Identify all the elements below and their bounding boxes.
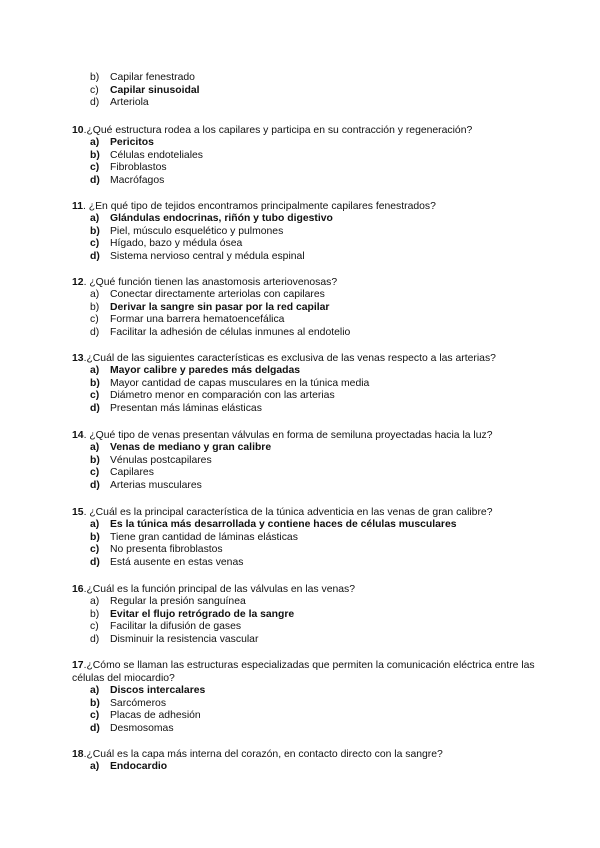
question-13 xyxy=(72,352,542,415)
option-letter: d) xyxy=(90,97,100,109)
option-text: Capilar sinusoidal xyxy=(110,84,200,96)
option-d: d) Desmosomas xyxy=(90,722,174,734)
option-text: Arteriola xyxy=(110,97,149,109)
question-15 xyxy=(72,506,542,569)
question-11 xyxy=(72,200,542,263)
question-text: 10.¿Qué estructura rodea a los capilares y participa en su contracción y regeneración? xyxy=(72,125,473,136)
option-b: b) Vénulas postcapilares xyxy=(90,454,212,466)
option-c: c) Facilitar la difusión de gases xyxy=(90,621,242,633)
option-b: b) Tiene gran cantidad de láminas elásticas xyxy=(90,531,298,543)
option-b: b) Sarcómeros xyxy=(90,697,167,709)
option-a: a) Glándulas endocrinas, riñón y tubo digestivo xyxy=(90,213,333,224)
question-text: 11. ¿En qué tipo de tejidos encontramos principalmente capilares fenestrados? xyxy=(72,201,436,212)
question-text: 17.¿Cómo se llaman las estructuras especializadas que permiten la comunicación eléctrica entre las células del miocardio? xyxy=(72,660,535,684)
question-text: 18.¿Cuál es la capa más interna del corazón, en contacto directo con la sangre? xyxy=(72,749,443,760)
option-letter: c) xyxy=(90,84,99,96)
option-a: a) Endocardio xyxy=(90,761,168,772)
option-d: d) Facilitar la adhesión de células inmunes al endotelio xyxy=(90,326,351,338)
option-b: b) Derivar la sangre sin pasar por la red capilar xyxy=(90,301,330,313)
option-c: c) Diámetro menor en comparación con las arterias xyxy=(90,390,335,402)
option-d: d) Disminuir la resistencia vascular xyxy=(90,633,259,645)
question-14 xyxy=(72,429,542,492)
option-d: d) Sistema nervioso central y médula espinal xyxy=(90,250,305,262)
question-12 xyxy=(72,276,542,339)
option-b: b) Mayor cantidad de capas musculares en la túnica media xyxy=(90,377,370,389)
question-text: 14. ¿Qué tipo de venas presentan válvulas en forma de semiluna proyectadas hacia la luz? xyxy=(72,430,493,441)
option-c: c) No presenta fibroblastos xyxy=(90,544,223,556)
option-a: a) Venas de mediano y gran calibre xyxy=(90,442,272,453)
option-d xyxy=(72,97,542,110)
question-text: 16.¿Cuál es la función principal de las válvulas en las venas? xyxy=(72,584,356,595)
option-a: a) Conectar directamente arteriolas con capilares xyxy=(90,289,325,300)
option-a: a) Mayor calibre y paredes más delgadas xyxy=(90,365,301,376)
option-a: a) Discos intercalares xyxy=(90,685,206,696)
option-b: b) Células endoteliales xyxy=(90,149,203,161)
option-text: Capilar fenestrado xyxy=(110,72,195,83)
option-b xyxy=(72,72,542,85)
option-c: c) Placas de adhesión xyxy=(90,710,201,722)
option-d: d) Arterias musculares xyxy=(90,479,202,491)
option-c: c) Hígado, bazo y médula ósea xyxy=(90,238,243,250)
option-c: c) Capilares xyxy=(90,467,154,479)
option-d: d) Presentan más láminas elásticas xyxy=(90,402,262,414)
question-16 xyxy=(72,583,542,646)
option-b: b) Evitar el flujo retrógrado de la sangre xyxy=(90,608,295,620)
option-c: c) Fibroblastos xyxy=(90,162,167,174)
option-d: d) Está ausente en estas venas xyxy=(90,556,244,568)
option-a: a) Es la túnica más desarrollada y contiene haces de células musculares xyxy=(90,519,457,530)
option-a: a) Regular la presión sanguínea xyxy=(90,596,246,607)
option-c xyxy=(72,85,542,98)
option-d: d) Macrófagos xyxy=(90,174,165,186)
question-18 xyxy=(72,748,542,774)
option-b: b) Piel, músculo esquelético y pulmones xyxy=(90,225,284,237)
question-text: 15. ¿Cuál es la principal característica de la túnica adventicia en las venas de gran calibre? xyxy=(72,507,493,518)
prev-question-options xyxy=(72,72,542,110)
question-17 xyxy=(72,659,542,735)
question-10 xyxy=(72,124,542,187)
option-letter: b) xyxy=(90,72,100,83)
question-text: 13.¿Cuál de las siguientes características es exclusiva de las venas respecto a las arterias? xyxy=(72,353,496,364)
option-a: a) Pericitos xyxy=(90,137,154,148)
option-c: c) Formar una barrera hematoencefálica xyxy=(90,314,285,326)
question-text: 12. ¿Qué función tienen las anastomosis arteriovenosas? xyxy=(72,277,338,288)
